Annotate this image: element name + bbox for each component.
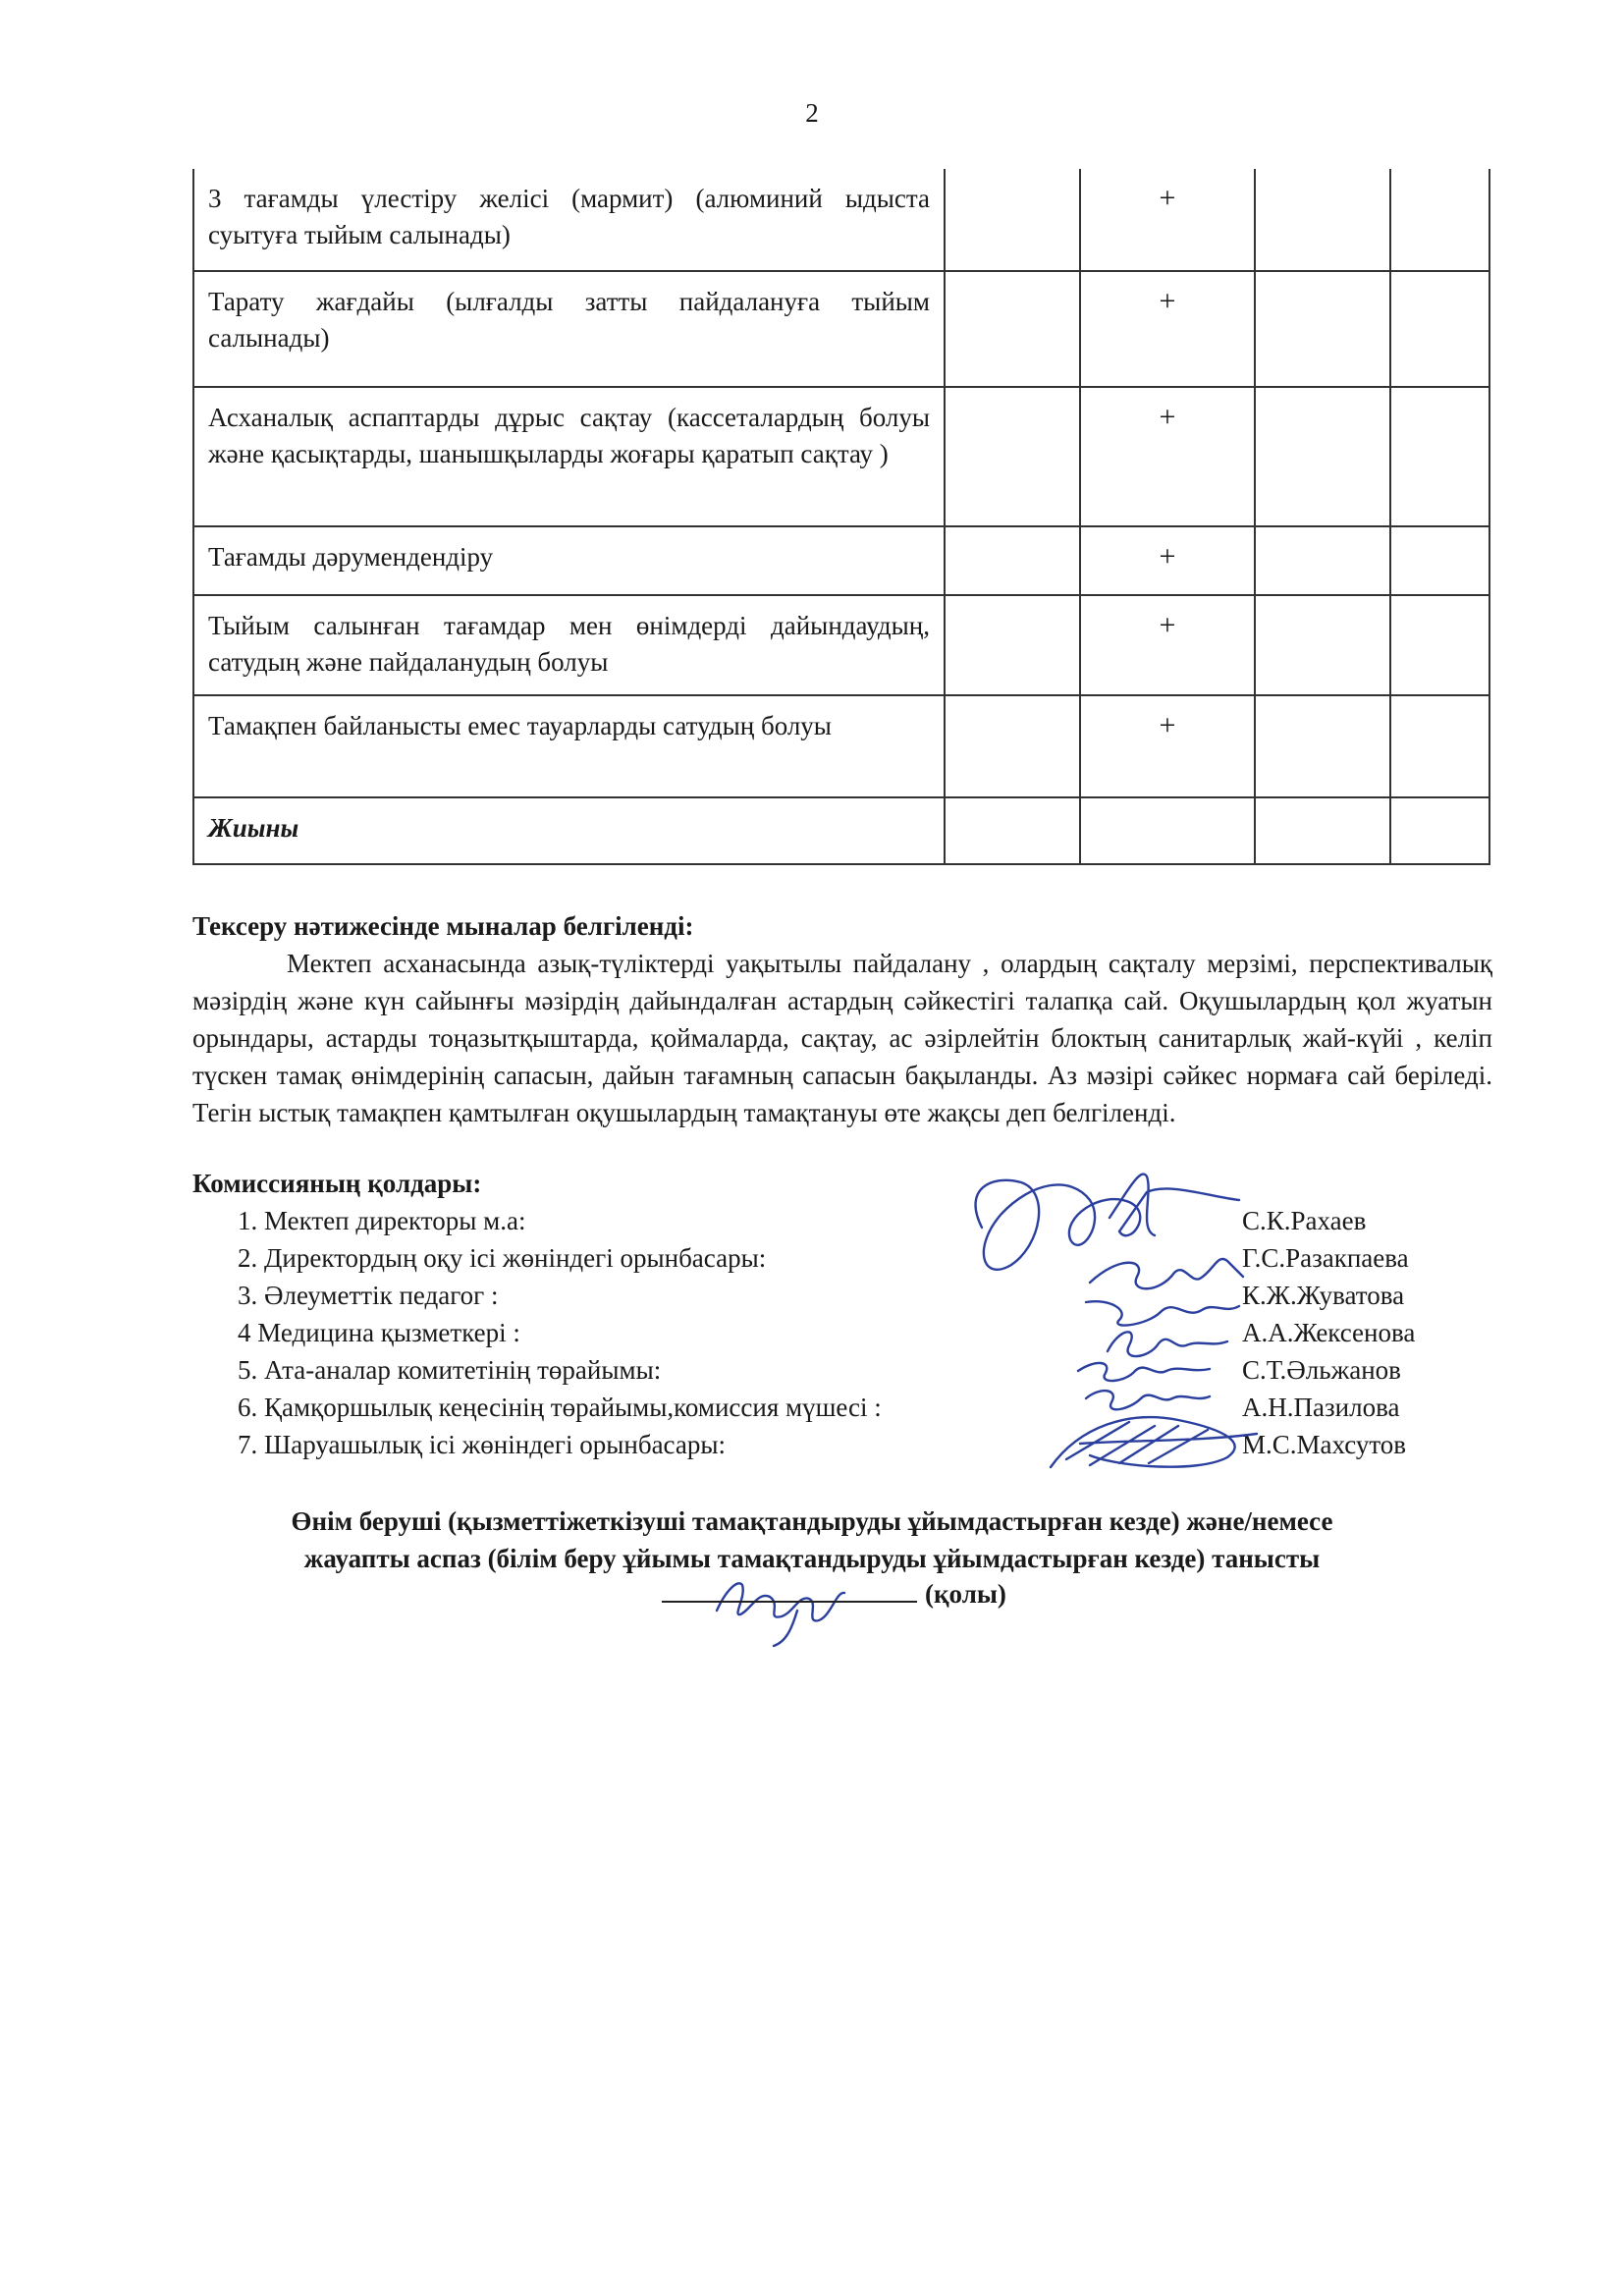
criterion-cell: Тағамды дәрумендендіру [193, 526, 945, 595]
signer-name: С.Т.Әльжанов [1242, 1355, 1401, 1385]
criterion-cell: Тарату жағдайы (ылғалды затты пайдалануға тыйым салынады) [193, 271, 945, 387]
signer-role: 5. Ата-аналар комитетінің төрайымы: [238, 1355, 662, 1385]
signer-name: М.С.Махсутов [1242, 1430, 1407, 1459]
empty-cell [1390, 695, 1489, 797]
signature-line [662, 1575, 1006, 1610]
empty-cell [1255, 797, 1390, 864]
signer-name: С.К.Рахаев [1242, 1206, 1367, 1235]
empty-cell [1390, 526, 1489, 595]
acknowledgement-section [157, 1503, 1467, 1577]
signer-role: 6. Қамқоршылық кеңесінің төрайымы,комиссия мүшесі : [238, 1393, 882, 1422]
signer-role: 3. Әлеуметтік педагог : [238, 1281, 499, 1310]
empty-cell [945, 526, 1080, 595]
empty-cell [945, 595, 1080, 695]
mark-cell: + [1080, 595, 1255, 695]
empty-cell [1390, 271, 1489, 387]
empty-cell [1390, 169, 1489, 271]
signer-role: 2. Директордың оқу ісі жөніндегі орынбасары: [238, 1243, 767, 1273]
criterion-cell: Тыйым салынған тағамдар мен өнімдерді дайындаудың, сатудың және пайдаланудың болуы [193, 595, 945, 695]
signer-role: 7. Шаруашылық ісі жөніндегі орынбасары: [238, 1430, 726, 1459]
empty-cell [1080, 797, 1255, 864]
table-row [193, 387, 1489, 526]
total-label: Жиыны [193, 797, 945, 864]
commission-section [192, 1165, 1508, 1463]
signer-row [192, 1314, 1508, 1351]
signature-blank [662, 1575, 917, 1603]
empty-cell [1255, 695, 1390, 797]
signature-label: (қолы) [925, 1579, 1006, 1609]
empty-cell [945, 387, 1080, 526]
empty-cell [1255, 526, 1390, 595]
empty-cell [1255, 271, 1390, 387]
table-row [193, 271, 1489, 387]
signer-row [192, 1277, 1508, 1314]
total-row [193, 797, 1489, 864]
criterion-cell: 3 тағамды үлестіру желісі (мармит) (алюминий ыдыста суытуға тыйым салынады) [193, 169, 945, 271]
empty-cell [945, 797, 1080, 864]
table-row [193, 695, 1489, 797]
signers-list [192, 1202, 1508, 1463]
empty-cell [1255, 595, 1390, 695]
signer-name: А.Н.Пазилова [1242, 1393, 1400, 1422]
signer-row [192, 1351, 1508, 1389]
signer-name: А.А.Жексенова [1242, 1318, 1416, 1347]
mark-cell: + [1080, 271, 1255, 387]
signer-role: 4 Медицина қызметкері : [238, 1318, 520, 1347]
signer-row [192, 1239, 1508, 1277]
checklist-table [192, 169, 1490, 865]
mark-cell: + [1080, 387, 1255, 526]
empty-cell [1255, 387, 1390, 526]
mark-cell: + [1080, 526, 1255, 595]
empty-cell [945, 695, 1080, 797]
signer-name: Г.С.Разакпаева [1242, 1243, 1409, 1273]
commission-title: Комиссияның қолдары: [192, 1169, 482, 1198]
empty-cell [1255, 169, 1390, 271]
empty-cell [1390, 595, 1489, 695]
mark-cell: + [1080, 169, 1255, 271]
empty-cell [945, 271, 1080, 387]
table-row [193, 169, 1489, 271]
criterion-cell: Асханалық аспаптарды дұрыс сақтау (кассеталардың болуы және қасықтарды, шанышқыларды жоғары қаратып сақтау ) [193, 387, 945, 526]
signer-row [192, 1389, 1508, 1426]
empty-cell [1390, 797, 1489, 864]
acknowledgement-line: Өнім беруші (қызметтіжеткізуші тамақтандыруды ұйымдастырған кезде) және/немесе [291, 1506, 1333, 1536]
signer-role: 1. Мектеп директоры м.а: [238, 1206, 526, 1235]
page-number: 2 [805, 98, 819, 128]
acknowledgement-line: жауапты аспаз (білім беру ұйымы тамақтандыруды ұйымдастырған кезде) танысты [303, 1544, 1321, 1573]
findings-title: Тексеру нәтижесінде мыналар белгіленді: [192, 911, 694, 941]
findings-section [192, 907, 1492, 1131]
findings-text: Мектеп асханасында азық-түліктерді уақытылы пайдалану , олардың сақталу мерзімі, перспективалық мәзірдің және күн сайынғы мәзірдің дайындалған астардың сәйкестігі талапқа сай. Оқушылардың қол жуатын орындары, астарды тоңазытқыштарда, қоймаларда, сақтау, ас әзірлейтін блоктың санитарлық жай-күйі , келіп түскен тамақ өнімдерінің сапасын, дайын тағамның сапасын бақыланды. Аз мәзірі сәйкес нормаға сай беріледі. Тегін ыстық тамақпен қамтылған оқушылардың тамақтануы өте жақсы деп белгіленді. [192, 949, 1492, 1127]
signer-name: К.Ж.Жуватова [1242, 1281, 1405, 1310]
empty-cell [1390, 387, 1489, 526]
signer-row [192, 1426, 1508, 1463]
signer-row [192, 1202, 1508, 1239]
empty-cell [945, 169, 1080, 271]
table-row [193, 526, 1489, 595]
mark-cell: + [1080, 695, 1255, 797]
table-row [193, 595, 1489, 695]
criterion-cell: Тамақпен байланысты емес тауарларды сатудың болуы [193, 695, 945, 797]
